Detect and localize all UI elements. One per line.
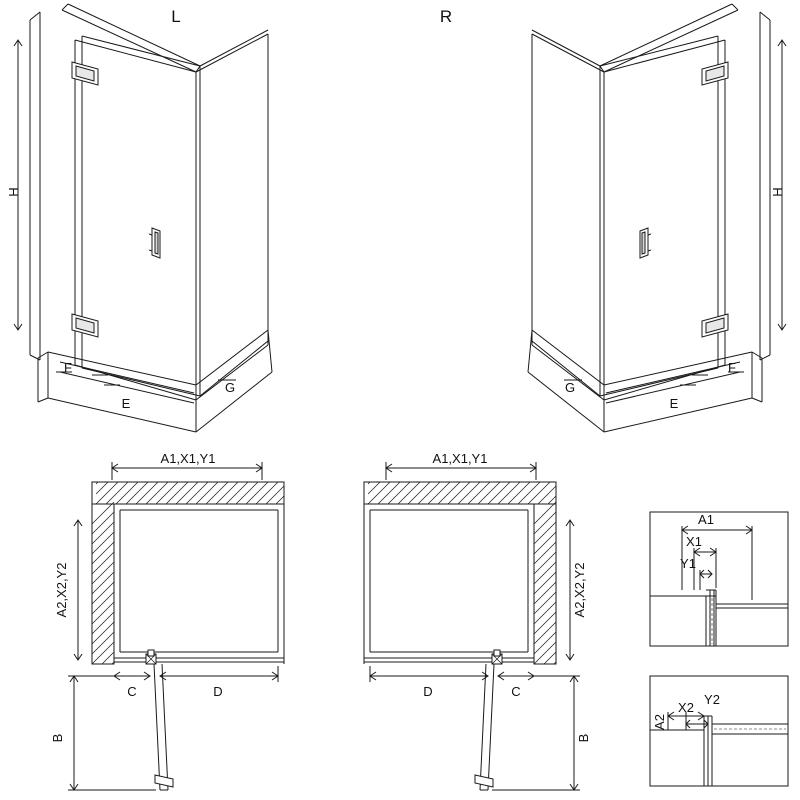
label-left-variant: L: [171, 7, 181, 26]
label-iso-right-side: G: [564, 380, 576, 395]
label-iso-right-front: F: [728, 360, 736, 375]
label-plan-left-top-dim: A1,X1,Y1: [160, 451, 216, 466]
label-detail-top-y1: Y1: [680, 556, 696, 571]
label-iso-right-entry: E: [669, 396, 679, 411]
plan-view-left: [68, 462, 284, 790]
plan-view-right: [364, 462, 580, 790]
label-plan-left-segment-c: C: [127, 684, 137, 699]
label-iso-left-front: F: [64, 360, 72, 375]
label-plan-left-swing-b: B: [50, 733, 65, 743]
isometric-view-left: [14, 4, 272, 432]
label-iso-left-side: G: [224, 380, 236, 395]
label-plan-left-side-dim: A2,X2,Y2: [54, 562, 69, 618]
label-detail-bottom-x2: X2: [678, 700, 694, 715]
label-plan-right-swing-b: B: [576, 733, 591, 743]
label-iso-right-height: H: [770, 187, 785, 197]
label-detail-top-x1: X1: [686, 534, 702, 549]
label-iso-left-entry: E: [121, 396, 131, 411]
label-plan-right-side-dim: A2,X2,Y2: [572, 562, 587, 618]
isometric-view-right: [528, 4, 786, 432]
label-plan-right-segment-d: D: [423, 684, 433, 699]
label-iso-left-height: H: [6, 187, 21, 197]
label-right-variant: R: [439, 7, 453, 26]
label-detail-bottom-a2: A2: [652, 714, 667, 730]
label-detail-top-a1: A1: [698, 512, 714, 527]
label-plan-left-segment-d: D: [213, 684, 223, 699]
detail-view-top: [650, 512, 788, 646]
label-plan-right-top-dim: A1,X1,Y1: [432, 451, 488, 466]
label-detail-bottom-y2: Y2: [704, 692, 720, 707]
label-plan-right-segment-c: C: [511, 684, 521, 699]
